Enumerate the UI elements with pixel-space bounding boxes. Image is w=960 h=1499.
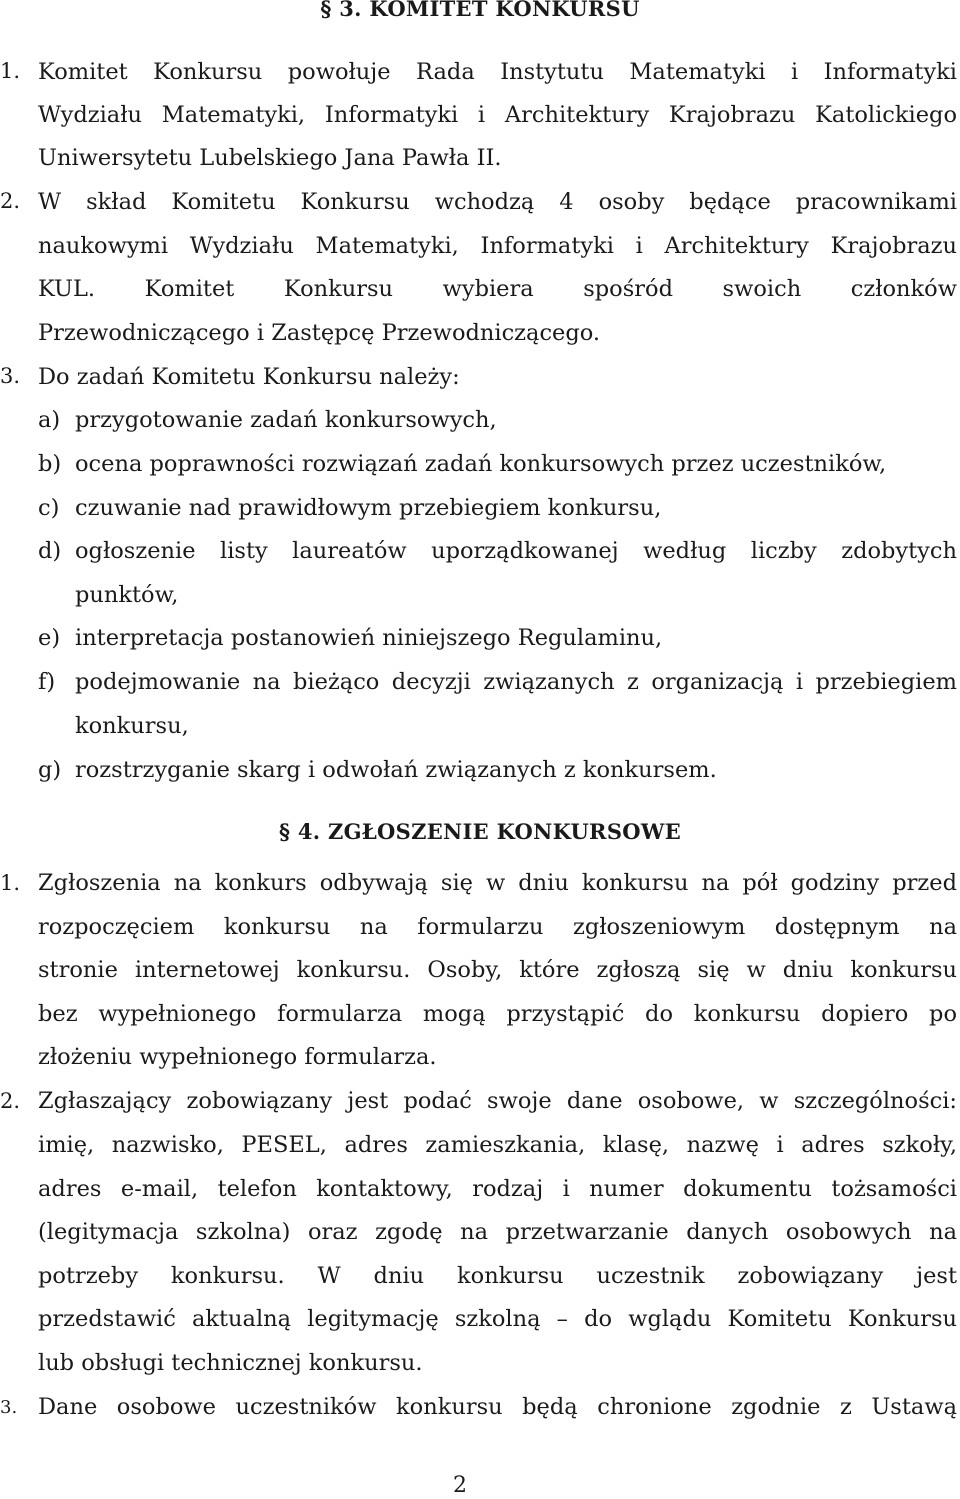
paragraph-line: rozpoczęciem konkursu na formularzu zgłoszeniowym dostępnym na: [38, 914, 957, 940]
subitem-line: ocena poprawności rozwiązań zadań konkursowych przez uczestników,: [75, 451, 887, 477]
paragraph-line: Uniwersytetu Lubelskiego Jana Pawła II.: [38, 145, 502, 171]
paragraph-line: Komitet Konkursu powołuje Rada Instytutu Matematyki i Informatyki: [38, 59, 957, 85]
paragraph-line: imię, nazwisko, PESEL, adres zamieszkania, klasę, nazwę i adres szkoły,: [38, 1132, 957, 1158]
item-number: 1.: [0, 59, 21, 83]
paragraph-line: stronie internetowej konkursu. Osoby, które zgłoszą się w dniu konkursu: [38, 957, 957, 983]
paragraph-line: Wydziału Matematyki, Informatyki i Architektury Krajobrazu Katolickiego: [38, 102, 957, 128]
subitem-line: punktów,: [75, 582, 179, 608]
paragraph-line: naukowymi Wydziału Matematyki, Informatyki i Architektury Krajobrazu: [38, 233, 957, 259]
item-number: 1.: [0, 871, 21, 895]
item-number: 2.: [0, 189, 21, 213]
subitem-label: b): [38, 451, 62, 477]
section-3-heading: § 3. KOMITET KONKURSU: [320, 0, 640, 21]
subitem-label: c): [38, 495, 60, 521]
subitem-label: g): [38, 757, 62, 783]
subitem-line: przygotowanie zadań konkursowych,: [75, 407, 497, 433]
paragraph-line: W skład Komitetu Konkursu wchodzą 4 osoby będące pracownikami: [38, 189, 957, 215]
subitem-label: f): [38, 669, 56, 695]
item-number: 3.: [0, 1397, 18, 1418]
paragraph-line: adres e-mail, telefon kontaktowy, rodzaj i numer dokumentu tożsamości: [38, 1176, 957, 1202]
paragraph-line: przedstawić aktualną legitymację szkolną – do wglądu Komitetu Konkursu: [38, 1306, 957, 1332]
subitem-line: konkursu,: [75, 713, 189, 739]
paragraph-line: KUL. Komitet Konkursu wybiera spośród swoich członków: [38, 276, 957, 302]
paragraph-line: potrzeby konkursu. W dniu konkursu uczestnik zobowiązany jest: [38, 1263, 957, 1289]
item-number: 2.: [0, 1089, 21, 1113]
subitem-line: interpretacja postanowień niniejszego Regulaminu,: [75, 625, 663, 651]
section-4-heading: § 4. ZGŁOSZENIE KONKURSOWE: [278, 819, 682, 844]
subitem-label: a): [38, 407, 61, 433]
subitem-label: e): [38, 625, 61, 651]
subitem-line: rozstrzyganie skarg i odwołań związanych z konkursem.: [75, 757, 717, 783]
paragraph-line: Przewodniczącego i Zastępcę Przewodniczącego.: [38, 320, 601, 346]
paragraph-line: Zgłaszający zobowiązany jest podać swoje dane osobowe, w szczególności:: [38, 1088, 957, 1114]
page-number: 2: [453, 1473, 467, 1498]
paragraph-line: Dane osobowe uczestników konkursu będą chronione zgodnie z Ustawą: [38, 1394, 957, 1420]
paragraph-line: lub obsługi technicznej konkursu.: [38, 1350, 423, 1376]
item-number: 3.: [0, 364, 21, 388]
paragraph-line: (legitymacja szkolna) oraz zgodę na przetwarzanie danych osobowych na: [38, 1219, 957, 1245]
subitem-line: czuwanie nad prawidłowym przebiegiem konkursu,: [75, 495, 662, 521]
subitem-line: podejmowanie na bieżąco decyzji związanych z organizacją i przebiegiem: [75, 669, 957, 695]
subitem-line: ogłoszenie listy laureatów uporządkowanej według liczby zdobytych: [75, 538, 957, 564]
paragraph-line: Do zadań Komitetu Konkursu należy:: [38, 364, 460, 390]
paragraph-line: bez wypełnionego formularza mogą przystąpić do konkursu dopiero po: [38, 1001, 957, 1027]
paragraph-line: złożeniu wypełnionego formularza.: [38, 1044, 437, 1070]
paragraph-line: Zgłoszenia na konkurs odbywają się w dniu konkursu na pół godziny przed: [38, 870, 957, 896]
subitem-label: d): [38, 538, 62, 564]
